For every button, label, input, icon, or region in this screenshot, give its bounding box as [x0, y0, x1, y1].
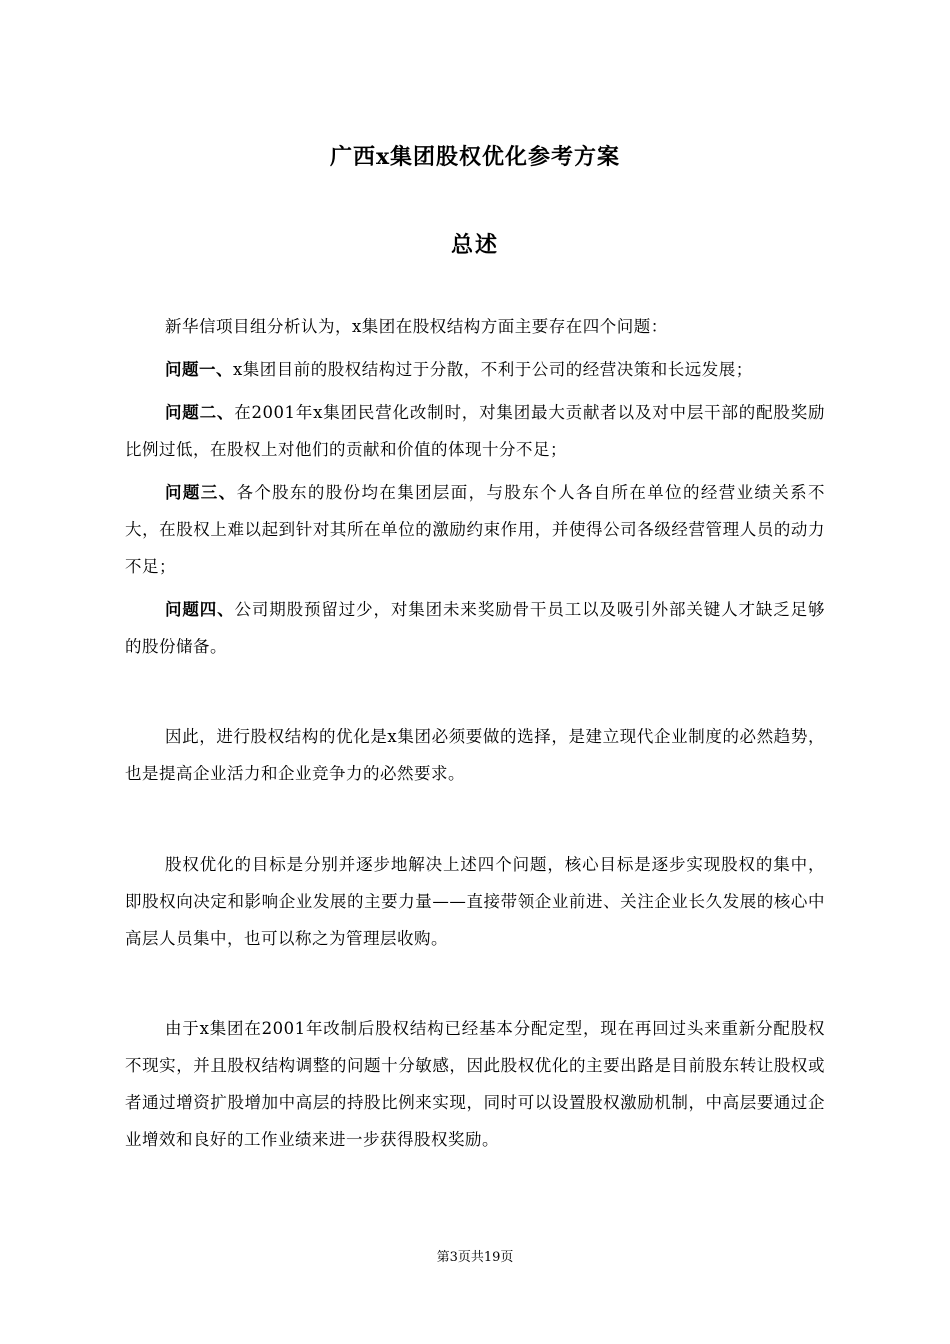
problem-text: x集团目前的股权结构过于分散，不利于公司的经营决策和长远发展；: [233, 360, 753, 379]
problem-text: 各个股东的股份均在集团层面，与股东个人各自所在单位的经营业绩关系不大，在股权上难以起到针对其所在单位的激励约束作用，并使得公司各级经营管理人员的动力不足；: [125, 483, 826, 576]
problem-label: 问题二、: [165, 403, 235, 422]
problem-item-3: [125, 474, 825, 585]
problem-label: 问题三、: [165, 483, 237, 502]
section-heading: 总述: [450, 232, 499, 258]
page-footer: 第3页共19页: [436, 1250, 514, 1265]
problem-item-4: [125, 591, 825, 665]
problem-label: 问题一、: [165, 360, 233, 379]
body-paragraph-1: 因此，进行股权结构的优化是x集团必须要做的选择，是建立现代企业制度的必然趋势，也是提高企业活力和企业竞争力的必然要求。: [125, 727, 825, 783]
problems-section: [125, 308, 825, 665]
document-title: 广西x集团股权优化参考方案: [329, 144, 621, 170]
approach-section: [125, 1010, 825, 1158]
body-paragraph-3: 由于x集团在2001年改制后股权结构已经基本分配定型，现在再回过头来重新分配股权不现实，并且股权结构调整的问题十分敏感，因此股权优化的主要出路是目前股东转让股权或者通过增资扩股增加中高层的持股比例来实现，同时可以设置股权激励机制，中高层要通过企业增效和良好的工作业绩来进一步获得股权奖励。: [125, 1019, 825, 1149]
problem-text: 公司期股预留过少，对集团未来奖励骨干员工以及吸引外部关键人才缺乏足够的股份储备。: [125, 600, 826, 656]
intro-paragraph: 新华信项目组分析认为，x集团在股权结构方面主要存在四个问题：: [165, 317, 668, 336]
problem-item-2: [125, 394, 825, 468]
conclusion-section: [125, 718, 825, 792]
problem-item-1: [125, 351, 825, 388]
goal-section: [125, 846, 825, 957]
problem-text: 在2001年x集团民营化改制时，对集团最大贡献者以及对中层干部的配股奖励比例过低，在股权上对他们的贡献和价值的体现十分不足；: [125, 403, 826, 459]
problem-label: 问题四、: [165, 600, 235, 619]
body-paragraph-2: 股权优化的目标是分别并逐步地解决上述四个问题，核心目标是逐步实现股权的集中，即股权向决定和影响企业发展的主要力量——直接带领企业前进、关注企业长久发展的核心中高层人员集中，也可以称之为管理层收购。: [125, 855, 825, 948]
